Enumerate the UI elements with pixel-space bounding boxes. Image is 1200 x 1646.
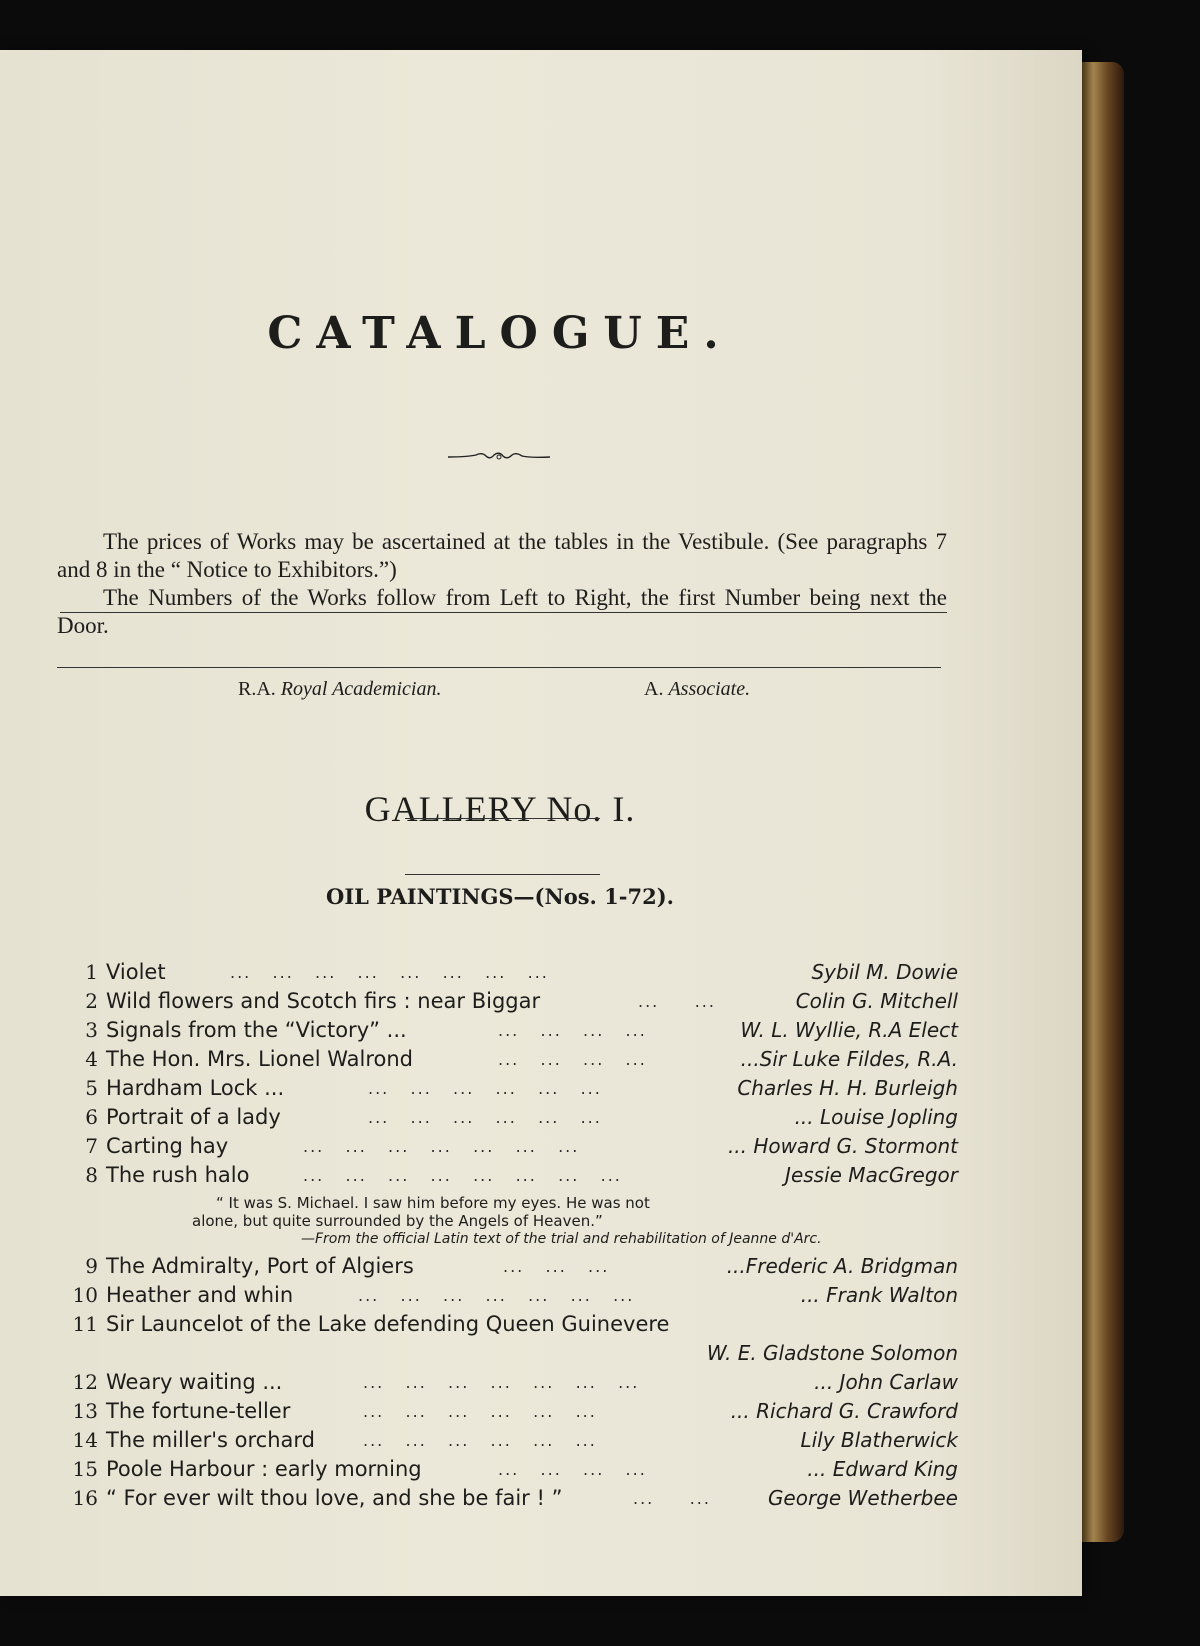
entry-artist: ...Frederic A. Bridgman [726, 1254, 958, 1278]
entry-title: Signals from the “Victory” ... [106, 1018, 407, 1042]
abbr-ra-code: R.A. [238, 678, 276, 700]
leader-dots: ... ... ... ... ... ... ... ... [303, 1166, 622, 1185]
entry-artist: ... Edward King [807, 1457, 958, 1481]
list-item [58, 1486, 958, 1515]
entry-artist: Colin G. Mitchell [795, 989, 958, 1013]
list-item-continuation [58, 1341, 958, 1370]
leader-dots: ... ... ... ... ... ... [363, 1402, 597, 1421]
entry-title: “ For ever wilt thou love, and she be fair ! ” [106, 1486, 563, 1510]
rule-bottom [57, 667, 941, 668]
leader-dots: ... ... ... ... [498, 1460, 647, 1479]
entry-title: Carting hay [106, 1134, 229, 1158]
abbr-a-code: A. [644, 678, 664, 700]
entry-title: The Admiralty, Port of Algiers [106, 1254, 414, 1278]
entry-artist: Sybil M. Dowie [811, 960, 958, 984]
list-item [58, 1047, 958, 1076]
list-item [58, 1399, 958, 1428]
section-heading: OIL PAINTINGS—(Nos. 1-72). [326, 884, 674, 909]
entry-number: 15 [72, 1457, 98, 1481]
entry-title: Violet [106, 960, 166, 984]
list-item [58, 1134, 958, 1163]
gallery-heading: GALLERY No. I. [364, 789, 636, 829]
entry-title: Weary waiting ... [106, 1370, 283, 1394]
leader-dots: ... ... ... [503, 1257, 610, 1276]
entry-number: 12 [72, 1370, 98, 1394]
abbr-a [644, 678, 750, 701]
list-item [58, 1163, 958, 1192]
leader-dots: ... ... ... ... ... ... ... [358, 1286, 635, 1305]
entry-title: The Hon. Mrs. Lionel Walrond [106, 1047, 413, 1071]
quote-line-2: alone, but quite surrounded by the Angels of Heaven.” [192, 1212, 603, 1230]
list-item [58, 1370, 958, 1399]
intro-paragraph-numbering: The Numbers of the Works follow from Left to Right, the first Number being next the Door. [57, 585, 947, 638]
entry-artist: Jessie MacGregor [785, 1163, 958, 1187]
entry-title: Heather and whin [106, 1283, 294, 1307]
entry-number: 7 [85, 1134, 98, 1158]
entry-artist: W. L. Wyllie, R.A Elect [740, 1018, 958, 1042]
leader-dots: ... ... ... ... [498, 1050, 647, 1069]
leader-dots: ... ... ... ... [498, 1021, 647, 1040]
entry-number: 10 [72, 1283, 98, 1307]
list-item [58, 1105, 958, 1134]
entry-number: 9 [85, 1254, 98, 1278]
entry-number: 2 [85, 989, 98, 1013]
entries-list [58, 960, 958, 1515]
leader-dots: ... ... ... ... ... ... ... ... [230, 963, 549, 982]
catalogue-title: CATALOGUE. [267, 308, 733, 359]
entry-title: The fortune-teller [106, 1399, 291, 1423]
list-item [58, 1018, 958, 1047]
entry-artist: ... Frank Walton [800, 1283, 958, 1307]
entry-title: The rush halo [106, 1163, 250, 1187]
entry-title: Wild flowers and Scotch firs : near Biggar [106, 989, 541, 1013]
entry-8-quote [58, 1192, 958, 1254]
leader-dots: ... ... ... ... ... ... ... [303, 1137, 580, 1156]
entry-artist: ...Sir Luke Fildes, R.A. [740, 1047, 958, 1071]
entry-artist: ... John Carlaw [814, 1370, 958, 1394]
catalogue-page [0, 50, 1082, 1596]
leader-dots: ... ... [638, 992, 716, 1011]
entry-title: Hardham Lock ... [106, 1076, 285, 1100]
abbr-ra-meaning: Royal Academician. [280, 678, 442, 700]
list-item [58, 1254, 958, 1283]
list-item [58, 1312, 958, 1341]
entry-title: Sir Launcelot of the Lake defending Queen Guinevere [106, 1312, 670, 1336]
entry-number: 16 [72, 1486, 98, 1510]
section-underline [405, 874, 600, 875]
quote-source: —From the official Latin text of the trial and rehabilitation of Jeanne d'Arc. [301, 1231, 822, 1247]
list-item [58, 1283, 958, 1312]
entry-title: Portrait of a lady [106, 1105, 281, 1129]
leader-dots: ... ... ... ... ... ... ... [363, 1373, 640, 1392]
entry-number: 1 [85, 960, 98, 984]
abbr-a-meaning: Associate. [668, 678, 751, 700]
entry-title: The miller's orchard [106, 1428, 315, 1452]
gallery-underline [405, 818, 600, 819]
entry-number: 11 [72, 1312, 98, 1336]
entry-number: 3 [85, 1018, 98, 1042]
entry-artist: ... Howard G. Stormont [727, 1134, 958, 1158]
entry-number: 13 [72, 1399, 98, 1423]
entry-artist: ... Richard G. Crawford [730, 1399, 958, 1423]
entry-artist: Lily Blatherwick [800, 1428, 958, 1452]
list-item [58, 1457, 958, 1486]
intro-text [57, 528, 947, 640]
leader-dots: ... ... [633, 1489, 711, 1508]
list-item [58, 1428, 958, 1457]
entry-title: Poole Harbour : early morning [106, 1457, 422, 1481]
leader-dots: ... ... ... ... ... ... [363, 1431, 597, 1450]
entry-artist: W. E. Gladstone Solomon [706, 1341, 958, 1365]
rule-top [60, 612, 947, 613]
quote-line-1: “ It was S. Michael. I saw him before my eyes. He was not [216, 1194, 650, 1212]
entry-artist: ... Louise Jopling [794, 1105, 958, 1129]
entry-artist: Charles H. H. Burleigh [737, 1076, 958, 1100]
ornament-divider [446, 450, 552, 464]
list-item [58, 989, 958, 1018]
list-item [58, 960, 958, 989]
entry-number: 14 [72, 1428, 98, 1452]
abbr-ra [238, 678, 442, 701]
entry-number: 4 [85, 1047, 98, 1071]
intro-paragraph-prices: The prices of Works may be ascertained at the tables in the Vestibule. (See paragraphs 7 and 8 in the “ Notice to Exhibitors.”) [57, 529, 947, 582]
leader-dots: ... ... ... ... ... ... [368, 1079, 602, 1098]
entry-artist: George Wetherbee [767, 1486, 958, 1510]
leader-dots: ... ... ... ... ... ... [368, 1108, 602, 1127]
entry-number: 8 [85, 1163, 98, 1187]
list-item [58, 1076, 958, 1105]
entry-number: 5 [85, 1076, 98, 1100]
entry-number: 6 [85, 1105, 98, 1129]
